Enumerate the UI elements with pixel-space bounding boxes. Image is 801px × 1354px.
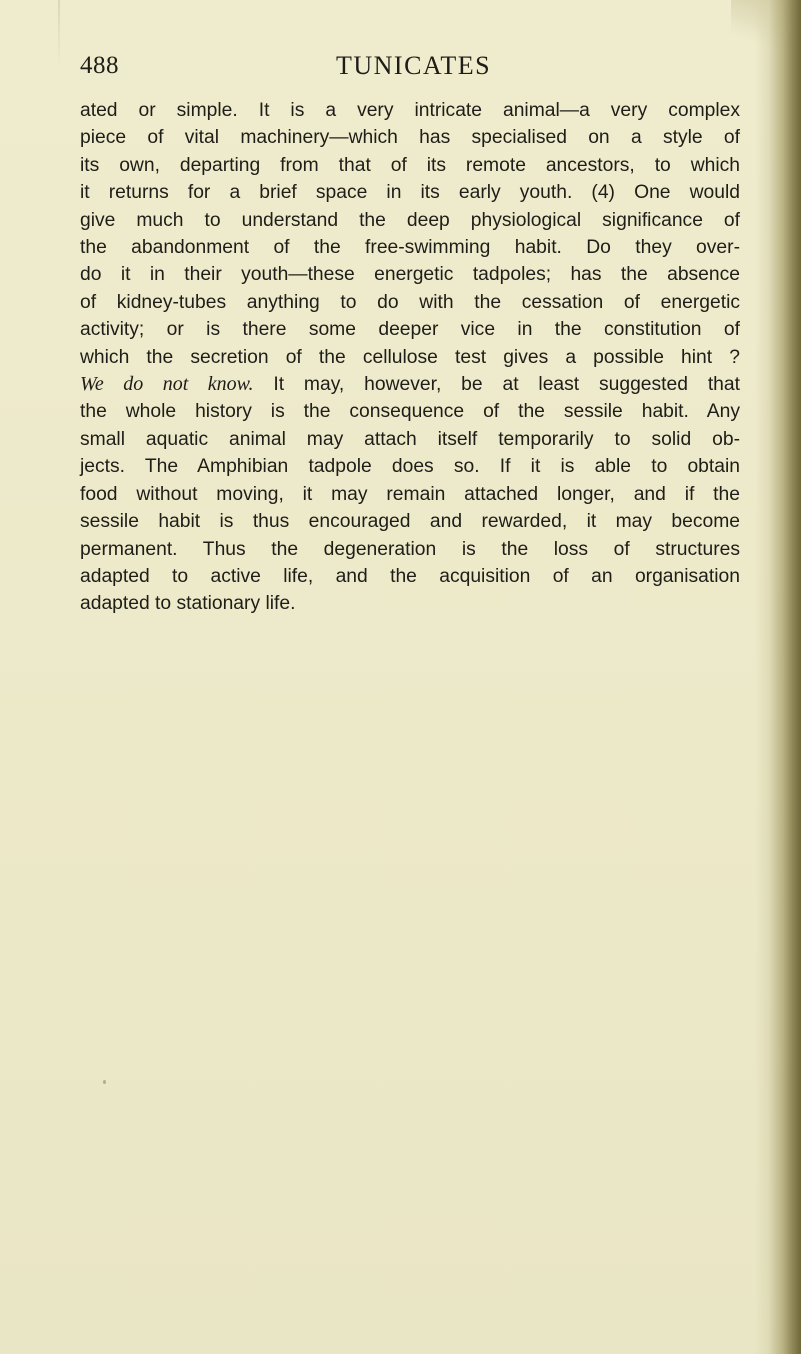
text-line: permanent. Thus the degeneration is the loss of structures — [80, 538, 740, 560]
page-number: 488 — [80, 52, 119, 79]
text-line: adapted to active life, and the acquisition of an organisation — [80, 565, 740, 587]
body-paragraph — [80, 97, 740, 618]
text-line: give much to understand the deep physiological significance of — [80, 209, 740, 231]
text-line: piece of vital machinery—which has specialised on a style of — [80, 127, 740, 149]
emphasis-text: We do not know. — [80, 373, 254, 396]
page-edge-shadow — [755, 0, 801, 1354]
text-line: small aquatic animal may attach itself temporarily to solid ob- — [80, 428, 740, 450]
text-line: it returns for a brief space in its early youth. (4) One would — [80, 182, 740, 204]
page-fold-shadow — [58, 0, 60, 70]
text-line: the whole history is the consequence of the sessile habit. Any — [80, 401, 740, 423]
text-line: ated or simple. It is a very intricate animal—a very complex — [80, 100, 740, 121]
text-line: its own, departing from that of its remote ancestors, to which — [80, 154, 740, 176]
text-line: do it in their youth—these energetic tadpoles; has the absence — [80, 264, 740, 286]
text-line-last: adapted to stationary life. — [80, 593, 296, 615]
text-line: sessile habit is thus encouraged and rewarded, it may become — [80, 511, 740, 533]
text-line-remainder: It may, however, be at least suggested that — [253, 374, 740, 396]
running-head: TUNICATES — [336, 51, 492, 80]
text-line-with-emphasis — [80, 371, 740, 398]
text-line: jects. The Amphibian tadpole does so. If it is able to obtain — [80, 456, 740, 478]
text-line: of kidney-tubes anything to do with the cessation of energetic — [80, 291, 740, 313]
text-line: the abandonment of the free-swimming habit. Do they over- — [80, 237, 740, 259]
text-line: activity; or is there some deeper vice in the constitution of — [80, 319, 740, 341]
paper-speck — [103, 1080, 106, 1084]
page-header — [80, 46, 740, 86]
text-line: food without moving, it may remain attached longer, and if the — [80, 483, 740, 505]
text-line: which the secretion of the cellulose test gives a possible hint ? — [80, 346, 740, 368]
